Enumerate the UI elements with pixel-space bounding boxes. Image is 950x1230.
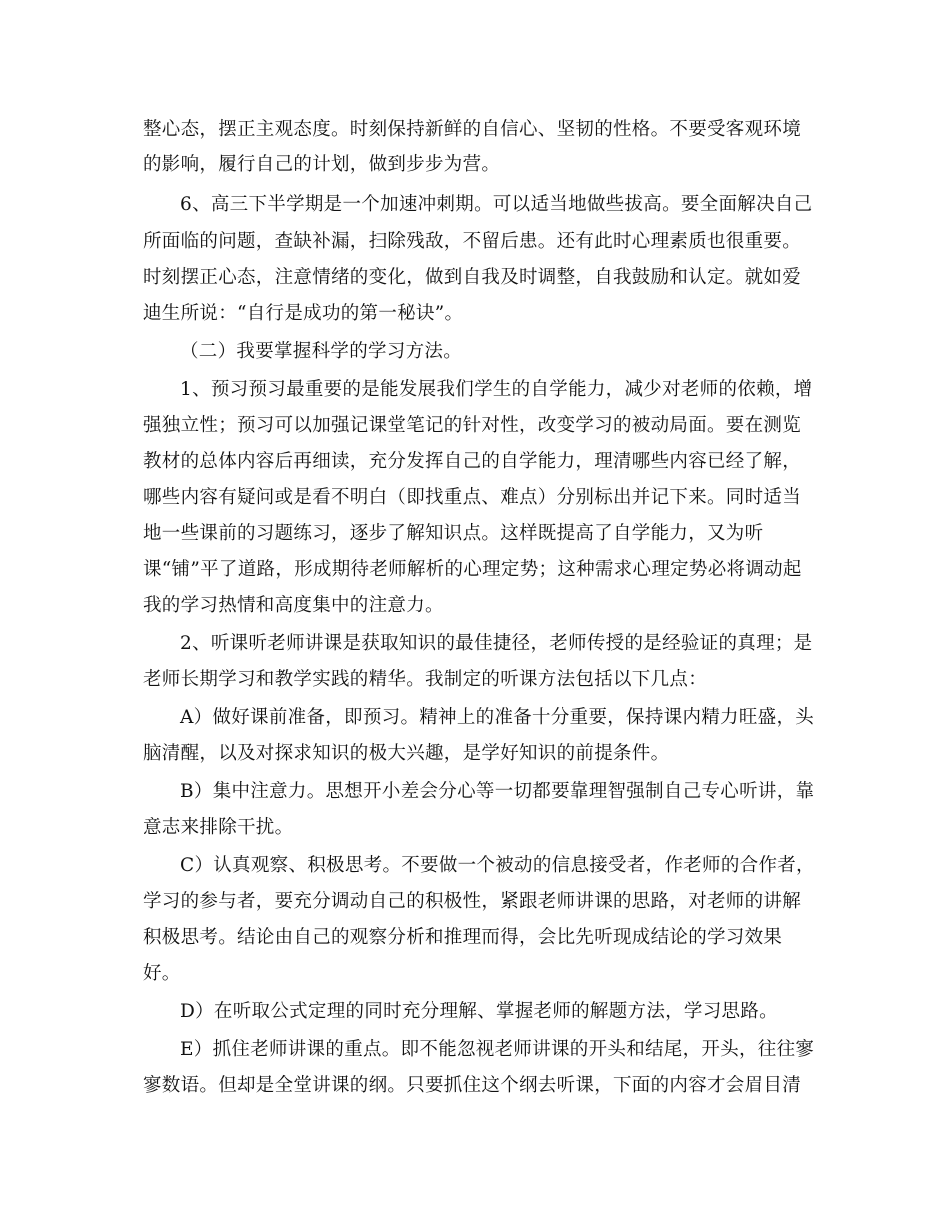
text-line: 我的学习热情和高度集中的注意力。 <box>143 595 444 616</box>
section-heading: （二）我要掌握科学的学习方法。 <box>180 341 463 362</box>
item-a: A）做好课前准备，即预习。精神上的准备十分重要，保持课内精力旺盛，头 <box>180 707 815 728</box>
text-line: 寥数语。但却是全堂讲课的纲。只要抓住这个纲去听课，下面的内容才会眉目清 <box>143 1075 802 1096</box>
text-line: 时刻摆正心态，注意情绪的变化，做到自我及时调整，自我鼓励和认定。就如爱 <box>143 267 802 288</box>
text-line: 积极思考。结论由自己的观察分析和推理而得，会比先听现成结论的学习效果 <box>143 927 783 948</box>
item-c: C）认真观察、积极思考。不要做一个被动的信息接受者，作老师的合作者， <box>180 855 815 876</box>
text-line: 课“铺”平了道路，形成期待老师解析的心理定势；这种需求心理定势必将调动起 <box>143 559 802 580</box>
text-line: 意志来排除干扰。 <box>143 817 294 838</box>
item-d: D）在听取公式定理的同时充分理解、掌握老师的解题方法，学习思路。 <box>180 1001 778 1022</box>
text-line: 迪生所说：“自行是成功的第一秘诀”。 <box>143 303 464 324</box>
text-line: 所面临的问题，查缺补漏，扫除残敌，不留后患。还有此时心理素质也很重要。 <box>143 231 802 252</box>
text-line: 好。 <box>143 963 181 984</box>
text-line: 脑清醒，以及对探求知识的极大兴趣，是学好知识的前提条件。 <box>143 743 670 764</box>
text-line: 教材的总体内容后再细读，充分发挥自己的自学能力，理清哪些内容已经了解， <box>143 451 802 472</box>
item-e: E）抓住老师讲课的重点。即不能忽视老师讲课的开头和结尾，开头，往往寥 <box>180 1039 815 1060</box>
text-line: 哪些内容有疑问或是看不明白（即找重点、难点）分别标出并记下来。同时适当 <box>143 487 802 508</box>
text-line: 学习的参与者，要充分调动自己的积极性，紧跟老师讲课的思路，对老师的讲解 <box>143 891 802 912</box>
paragraph-6-start: 6、高三下半学期是一个加速冲刺期。可以适当地做些拔高。要全面解决自己 <box>180 194 813 215</box>
item-b: B）集中注意力。思想开小差会分心等一切都要靠理智强制自己专心听讲，靠 <box>180 781 815 802</box>
text-line: 地一些课前的习题练习，逐步了解知识点。这样既提高了自学能力，又为听 <box>143 523 764 544</box>
text-line: 整心态，摆正主观态度。时刻保持新鲜的自信心、坚韧的性格。不要受客观环境 <box>143 119 802 140</box>
paragraph-1-start: 1、预习预习最重要的是能发展我们学生的自学能力，减少对老师的依赖，增 <box>180 379 813 400</box>
paragraph-2-start: 2、听课听老师讲课是获取知识的最佳捷径，老师传授的是经验证的真理；是 <box>180 633 813 654</box>
text-line: 强独立性；预习可以加强记课堂笔记的针对性，改变学习的被动局面。要在测览 <box>143 415 802 436</box>
text-line: 老师长期学习和教学实践的精华。我制定的听课方法包括以下几点： <box>143 669 708 690</box>
text-line: 的影响，履行自己的计划，做到步步为营。 <box>143 154 501 175</box>
